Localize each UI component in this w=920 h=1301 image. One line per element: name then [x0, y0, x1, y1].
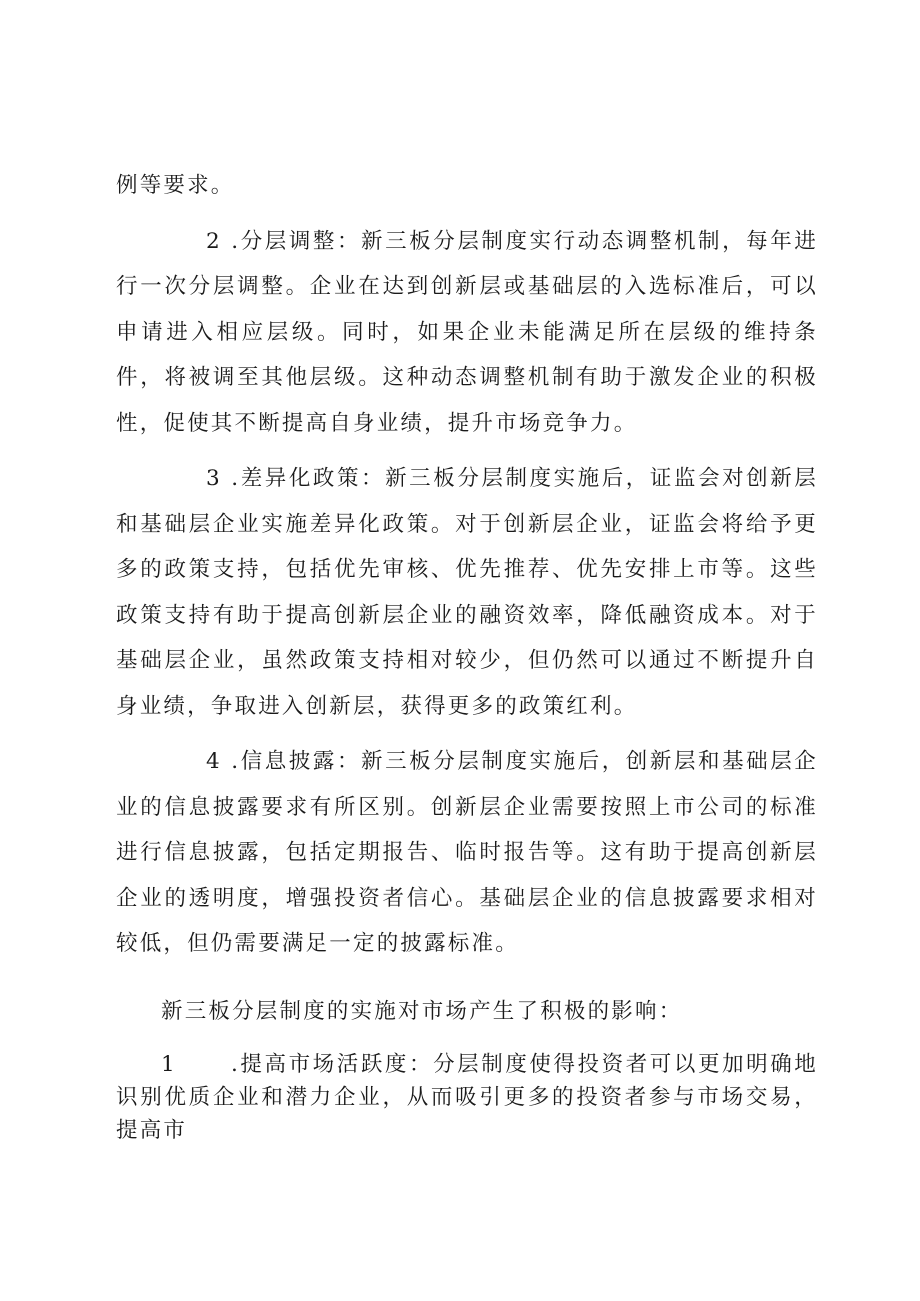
paragraph-text: .分层调整：新三板分层制度实行动态调整机制，每年进行一次分层调整。企业在达到创新层或基础层的入选标准后，可以申请进入相应层级。同时，如果企业未能满足所在层级的维持条件，将被调至其他层级。这种动态调整机制有助于激发企业的积极性，促使其不断提高自身业绩，提升市场竞争力。 — [116, 228, 818, 436]
paragraph-text: 例等要求。 — [116, 173, 235, 198]
paragraph-text: .提高市场活跃度：分层制度使得投资者可以更加明确地识别优质企业和潜力企业，从而吸引更多的投资者参与市场交易，提高市 — [116, 1052, 818, 1143]
paragraph-text: .差异化政策：新三板分层制度实施后，证监会对创新层和基础层企业实施差异化政策。对于创新层企业，证监会将给予更多的政策支持，包括优先审核、优先推荐、优先安排上市等。这些政策支持有助于提高创新层企业的融资效率，降低融资成本。对于基础层企业，虽然政策支持相对较少，但仍然可以通过不断提升自身业绩，争取进入创新层，获得更多的政策红利。 — [116, 466, 818, 719]
paragraph-continuation — [116, 163, 818, 209]
paragraph-layer-adjustment — [116, 219, 818, 447]
paragraph-number: 1 — [161, 1052, 177, 1077]
paragraph-information-disclosure — [116, 739, 818, 967]
paragraph-text: 新三板分层制度的实施对市场产生了积极的影响： — [161, 998, 683, 1024]
paragraph-number: 3 — [206, 466, 222, 491]
paragraph-market-impact-intro — [116, 989, 818, 1035]
paragraph-text: .信息披露：新三板分层制度实施后，创新层和基础层企业的信息披露要求有所区别。创新层企业需要按照上市公司的标准进行信息披露，包括定期报告、临时报告等。这有助于提高创新层企业的透明度，增强投资者信心。基础层企业的信息披露要求相对较低，但仍需要满足一定的披露标准。 — [116, 749, 818, 956]
paragraph-market-activity — [116, 1048, 818, 1147]
paragraph-differentiated-policy — [116, 456, 818, 729]
paragraph-number: 4 — [206, 749, 222, 774]
paragraph-number: 2 — [206, 228, 222, 254]
body-text — [116, 163, 818, 1147]
